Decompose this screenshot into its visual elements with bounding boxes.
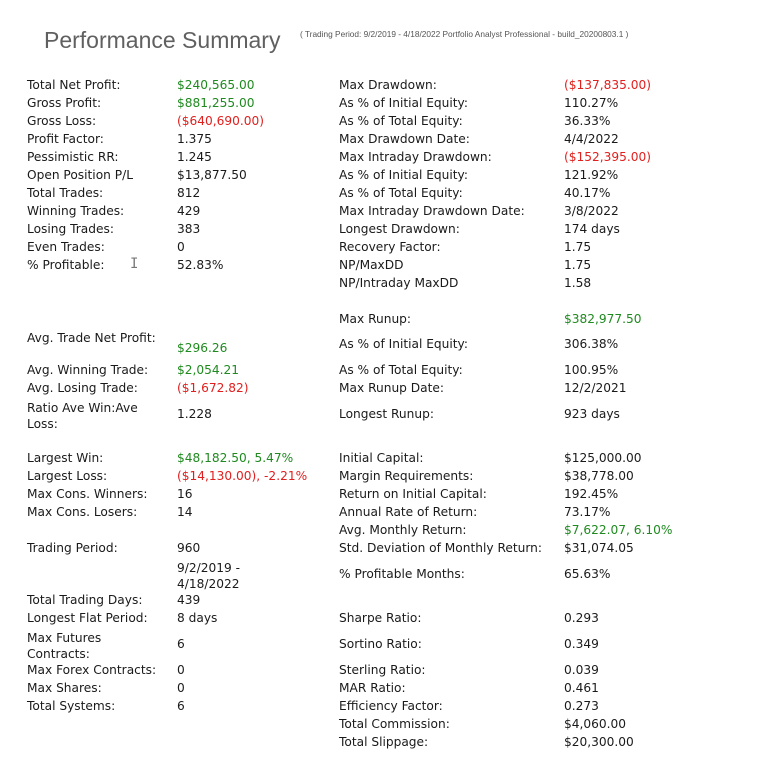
right-label: Annual Rate of Return: [339, 505, 478, 519]
left-value: ($1,672.82) [177, 381, 249, 395]
right-label: Recovery Factor: [339, 240, 441, 254]
left-label: Total Systems: [27, 699, 116, 713]
left-label: Avg. Winning Trade: [27, 363, 149, 377]
left-label: Winning Trades: [27, 204, 125, 218]
right-label: Longest Runup: [339, 407, 434, 421]
left-value: 0 [177, 663, 185, 677]
right-value: 65.63% [564, 567, 611, 581]
left-label: Max Cons. Winners: [27, 487, 148, 501]
right-value: 0.349 [564, 637, 599, 651]
right-value: ($152,395.00) [564, 150, 652, 164]
right-label: Max Runup Date: [339, 381, 445, 395]
right-label: Margin Requirements: [339, 469, 474, 483]
left-label: Losing Trades: [27, 222, 114, 236]
right-value: 36.33% [564, 114, 611, 128]
right-value: 121.92% [564, 168, 619, 182]
left-value: $13,877.50 [177, 168, 247, 182]
left-value: 960 [177, 541, 201, 555]
left-value: $240,565.00 [177, 78, 255, 92]
left-label: Ratio Ave Win:Ave Loss: [27, 401, 138, 431]
left-value: 9/2/2019 - 4/18/2022 [177, 561, 241, 591]
right-label: Return on Initial Capital: [339, 487, 487, 501]
right-value: 923 days [564, 407, 620, 421]
right-value: 40.17% [564, 186, 611, 200]
right-value: 1.58 [564, 276, 592, 290]
right-label: Sharpe Ratio: [339, 611, 422, 625]
right-label: Max Intraday Drawdown: [339, 150, 492, 164]
right-value: 174 days [564, 222, 620, 236]
right-label: Total Slippage: [339, 735, 429, 749]
right-value: 4/4/2022 [564, 132, 619, 146]
left-label: Profit Factor: [27, 132, 104, 146]
right-label: Sterling Ratio: [339, 663, 426, 677]
left-label: Longest Flat Period: [27, 611, 148, 625]
left-value: $296.26 [177, 341, 228, 355]
left-value: 8 days [177, 611, 218, 625]
left-value: 14 [177, 505, 193, 519]
right-value: $20,300.00 [564, 735, 634, 749]
right-value: 0.461 [564, 681, 599, 695]
right-label: As % of Initial Equity: [339, 337, 468, 351]
right-label: Initial Capital: [339, 451, 424, 465]
right-value: $4,060.00 [564, 717, 627, 731]
text-cursor-icon: I [130, 256, 139, 272]
left-value: $2,054.21 [177, 363, 240, 377]
right-label: As % of Total Equity: [339, 186, 463, 200]
left-label: Trading Period: [27, 541, 118, 555]
left-label: Gross Profit: [27, 96, 102, 110]
right-label: As % of Initial Equity: [339, 96, 468, 110]
right-label: NP/Intraday MaxDD [339, 276, 459, 290]
report-subtitle: ( Trading Period: 9/2/2019 - 4/18/2022 Portfolio Analyst Professional - build_20200803.1 ) [300, 29, 629, 39]
left-label: Avg. Losing Trade: [27, 381, 138, 395]
left-value: ($640,690.00) [177, 114, 265, 128]
right-label: As % of Total Equity: [339, 363, 463, 377]
right-value: 1.75 [564, 240, 592, 254]
right-value: 110.27% [564, 96, 619, 110]
left-label: Max Cons. Losers: [27, 505, 138, 519]
right-value: $38,778.00 [564, 469, 634, 483]
right-value: $7,622.07, 6.10% [564, 523, 673, 537]
right-label: Avg. Monthly Return: [339, 523, 467, 537]
left-value: $881,255.00 [177, 96, 255, 110]
right-label: Max Runup: [339, 312, 412, 326]
left-label: Even Trades: [27, 240, 105, 254]
left-value: $48,182.50, 5.47% [177, 451, 294, 465]
left-label: Largest Loss: [27, 469, 108, 483]
left-value: 52.83% [177, 258, 224, 272]
left-value: ($14,130.00), -2.21% [177, 469, 308, 483]
right-value: ($137,835.00) [564, 78, 652, 92]
left-value: 429 [177, 204, 201, 218]
left-label: Max Futures Contracts: [27, 631, 102, 661]
right-value: $31,074.05 [564, 541, 634, 555]
right-value: 3/8/2022 [564, 204, 619, 218]
right-label: % Profitable Months: [339, 567, 465, 581]
left-label: Gross Loss: [27, 114, 97, 128]
left-label: Max Shares: [27, 681, 102, 695]
right-label: Max Drawdown Date: [339, 132, 470, 146]
right-value: 192.45% [564, 487, 619, 501]
left-label: Max Forex Contracts: [27, 663, 157, 677]
left-label: % Profitable: [27, 258, 105, 272]
right-label: Longest Drawdown: [339, 222, 460, 236]
left-value: 812 [177, 186, 201, 200]
left-value: 16 [177, 487, 193, 501]
right-label: As % of Total Equity: [339, 114, 463, 128]
right-value: 1.75 [564, 258, 592, 272]
right-value: 100.95% [564, 363, 619, 377]
right-value: 12/2/2021 [564, 381, 627, 395]
left-value: 383 [177, 222, 201, 236]
right-label: Total Commission: [339, 717, 450, 731]
right-label: NP/MaxDD [339, 258, 404, 272]
left-label: Largest Win: [27, 451, 104, 465]
right-value: $125,000.00 [564, 451, 642, 465]
right-label: Max Drawdown: [339, 78, 437, 92]
right-value: 0.293 [564, 611, 599, 625]
left-value: 1.228 [177, 407, 212, 421]
page-title: Performance Summary [44, 27, 281, 53]
left-label: Avg. Trade Net Profit: [27, 331, 156, 345]
right-label: Max Intraday Drawdown Date: [339, 204, 525, 218]
right-label: As % of Initial Equity: [339, 168, 468, 182]
left-label: Open Position P/L [27, 168, 133, 182]
right-value: $382,977.50 [564, 312, 642, 326]
left-value: 1.245 [177, 150, 212, 164]
left-label: Total Trades: [27, 186, 104, 200]
left-value: 6 [177, 637, 185, 651]
left-value: 6 [177, 699, 185, 713]
left-value: 1.375 [177, 132, 212, 146]
left-label: Total Trading Days: [27, 593, 143, 607]
left-value: 439 [177, 593, 201, 607]
right-value: 306.38% [564, 337, 619, 351]
right-label: MAR Ratio: [339, 681, 406, 695]
right-label: Sortino Ratio: [339, 637, 422, 651]
right-label: Std. Deviation of Monthly Return: [339, 541, 543, 555]
left-label: Pessimistic RR: [27, 150, 119, 164]
right-value: 0.273 [564, 699, 599, 713]
left-value: 0 [177, 240, 185, 254]
left-value: 0 [177, 681, 185, 695]
left-label: Total Net Profit: [27, 78, 121, 92]
right-label: Efficiency Factor: [339, 699, 443, 713]
right-value: 0.039 [564, 663, 599, 677]
right-value: 73.17% [564, 505, 611, 519]
